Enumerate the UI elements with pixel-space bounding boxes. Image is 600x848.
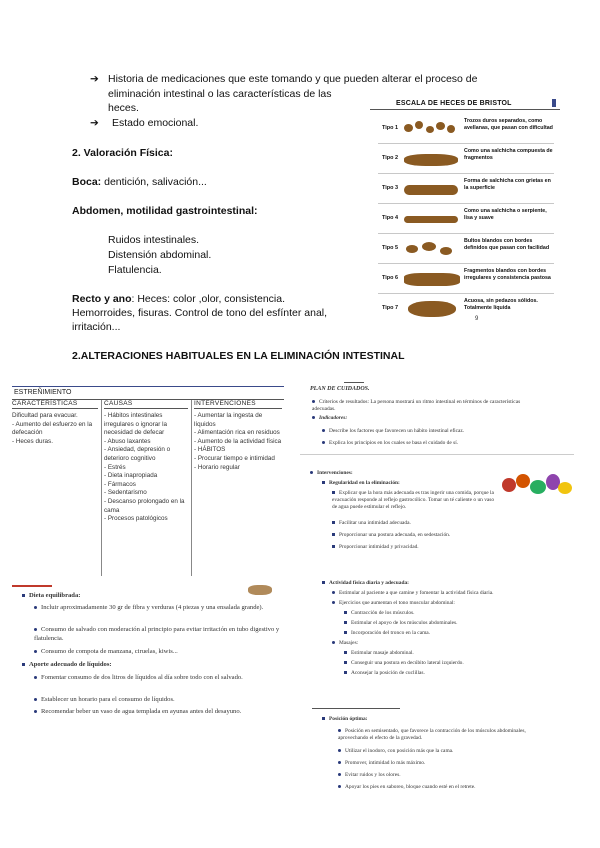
- posicion-panel: Posición óptima: Posición en semisentado, que favorece la contracción de los músculos abdominales, aprovechando el efecto de la gravedad. Utilizar el inodoro, con posición más que la cama. Promover, intimidad lo más máximo. Evitar ruidos y los olores. Apoyar los pies en saboreo, bloque cuando esté en el retrete.: [312, 708, 552, 803]
- stool-icon: [447, 125, 455, 133]
- bristol-row: Tipo 4 Como una salchicha o serpiente, lisa y suave: [378, 205, 554, 234]
- bristol-accent: [552, 99, 556, 107]
- bristol-row: Tipo 6 Fragmentos blandos con bordes irregulares y consistencia pastosa: [378, 265, 554, 294]
- stool-icon: [404, 185, 458, 195]
- table-title-bar: [12, 386, 284, 400]
- table-column: INTERVENCIONES - Aumentar la ingesta de líquidos - Alimentación rica en residuos - Aumento de la actividad física - HÁBITOS - Procurar tiempo e intimidad - Horario regular: [194, 400, 282, 471]
- boca-line: [72, 175, 207, 190]
- abdomen-item: Distensión abdominal.: [108, 249, 212, 261]
- table-column: CARACTERÍSTICAS Dificultad para evacuar. - Aumento del esfuerzo en la defecación - Heces duras.: [12, 400, 98, 576]
- table-column: CAUSAS - Hábitos intestinales irregulares o ignorar la necesidad de defecar - Abuso laxantes - Ansiedad, depresión o deterioro cognitivo - Estrés - Dieta inapropiada - Fármacos - Sedentarismo - Descanso prolongado en la cama - Procesos patológicos: [104, 400, 188, 576]
- stool-icon: [406, 245, 418, 253]
- food-illustration: [502, 470, 574, 500]
- intervenciones-title: Intervenciones:: [310, 470, 353, 477]
- emotional-state-text: Estado emocional.: [112, 117, 199, 129]
- bristol-row: Tipo 3 Forma de salchicha con grietas en la superficie: [378, 175, 554, 204]
- regularidad-item: Explicar que la hora más adecuada es tras ingerir una comida, porque la evacuación responde al reflejo gastrocólico. Tomar un té caliente o un vaso de agua puede estimular el reflejo.: [332, 490, 495, 510]
- history-line-3: heces.: [108, 102, 139, 114]
- boca-label: Boca:: [72, 176, 102, 188]
- stool-icon: [426, 126, 434, 133]
- recto-line-2: Hemorroides, fisuras. Control de tono del esfínter anal,: [72, 307, 328, 319]
- history-line-1: Historia de medicaciones que este tomando y que pueden alterar el proceso de: [108, 73, 478, 85]
- intervenciones-panel: [300, 470, 500, 576]
- bristol-title: ESCALA DE HECES DE BRISTOL: [396, 100, 512, 107]
- recto-line-3: irritación...: [72, 321, 121, 333]
- plan-cuidados-panel: [300, 382, 574, 466]
- dieta-title: Dieta equilibrada:: [22, 591, 80, 600]
- regularidad-title: Regularidad en la eliminación:: [322, 480, 400, 487]
- stool-icon: [404, 273, 460, 286]
- bristol-row: Tipo 7 Acuosa, sin pedazos sólidos. Totalmente líquida: [378, 295, 554, 323]
- abdomen-item: Flatulencia.: [108, 264, 162, 276]
- column-header: CARACTERÍSTICAS: [12, 400, 98, 409]
- regularidad-item: Proporcionar intimidad y privacidad.: [332, 544, 500, 551]
- stool-icon: [440, 247, 452, 255]
- bristol-row: Tipo 5 Bultos blandos con bordes definidos que pasan con facilidad: [378, 235, 554, 264]
- stool-icon: [436, 122, 445, 130]
- history-line-2: eliminación intestinal o las características de las: [108, 88, 332, 100]
- recto-label: Recto y ano: [72, 293, 132, 305]
- stool-icon: [404, 124, 413, 132]
- bristol-scale-figure: [370, 97, 560, 327]
- page-number: 9: [475, 316, 479, 322]
- boca-text: dentición, salivación...: [101, 176, 207, 188]
- stool-icon: [415, 121, 423, 129]
- stool-icon: [408, 301, 456, 317]
- actividad-title: Actividad física diaria y adecuada:: [322, 580, 409, 587]
- plan-title: PLAN DE CUIDADOS.: [310, 386, 370, 392]
- plan-criterios: Criterios de resultados: La persona mostrará un ritmo intestinal en términos de características adecuadas.: [312, 399, 521, 412]
- regularidad-item: Facilitar una intimidad adecuada.: [332, 520, 500, 527]
- estrenimiento-table: [12, 386, 284, 580]
- bristol-row: Tipo 1 Trozos duros separados, como avellanas, que pasan con dificultad: [378, 115, 554, 144]
- column-header: INTERVENCIONES: [194, 400, 282, 409]
- stool-icon: [404, 154, 458, 166]
- posicion-title: Posición óptima:: [322, 716, 367, 723]
- valoracion-heading: 2. Valoración Física:: [72, 147, 173, 159]
- column-divider: [101, 400, 102, 576]
- regularidad-item: Proporcionar una postura adecuada, en sedestación.: [332, 532, 500, 539]
- recto-line-1: Recto y ano: Heces: color ,olor, consistencia.: [72, 293, 286, 305]
- arrow-bullet-icon: ➔: [90, 73, 99, 85]
- bread-icon: [248, 585, 272, 595]
- dieta-panel: Dieta equilibrada: Incluir aproximadamente 30 gr de fibra y verduras (4 piezas y una ensalada grande). Consumo de salvado con moderación al principio para evitar irritación en tubo digestivo y flatulencia. Consumo de compota de manzana, ciruelas, kiwis... Aporte adecuado de líquidos: Fomentar consumo de dos litros de líquidos al día sobre todo con el salvado. Establecer un horario para el consumo de líquidos. Recomendar beber un vaso de agua templada en ayunas antes del desayuno.: [12, 585, 292, 725]
- plan-indicator: Explica los principios en los cuales se basa el cuidado de sí.: [322, 440, 542, 447]
- bristol-row: Tipo 2 Como una salchicha compuesta de fragmentos: [378, 145, 554, 174]
- table-title: ESTREÑIMIENTO: [14, 389, 72, 396]
- column-divider: [191, 400, 192, 576]
- plan-indicator: Describe los factores que favorecen un hábito intestinal eficaz.: [322, 428, 542, 435]
- actividad-panel: Actividad física diaria y adecuada: Estimular al paciente a que camine y fomentar la actividad física diaria. Ejercicios que aumentan el tono muscular abdominal: Contracción de los músculos. Estimular el apoyo de los músculos abdominales. Incorporación del tronco en la cama. Masajes: Estimular masaje abdominal. Conseguir una postura en decúbito lateral izquierdo. Aconsejar la posición de cuclillas.: [312, 580, 586, 690]
- section2-heading: 2.ALTERACIONES HABITUALES EN LA ELIMINACIÓN INTESTINAL: [72, 350, 405, 362]
- liquidos-title: Aporte adecuado de líquidos:: [22, 660, 112, 669]
- arrow-bullet-icon: ➔: [90, 117, 99, 129]
- column-header: CAUSAS: [104, 400, 188, 409]
- plan-indicadores: Indicadores:: [312, 415, 347, 422]
- stool-icon: [404, 216, 458, 223]
- stool-icon: [422, 242, 436, 251]
- abdomen-heading: Abdomen, motilidad gastrointestinal:: [72, 205, 258, 217]
- abdomen-item: Ruidos intestinales.: [108, 234, 200, 246]
